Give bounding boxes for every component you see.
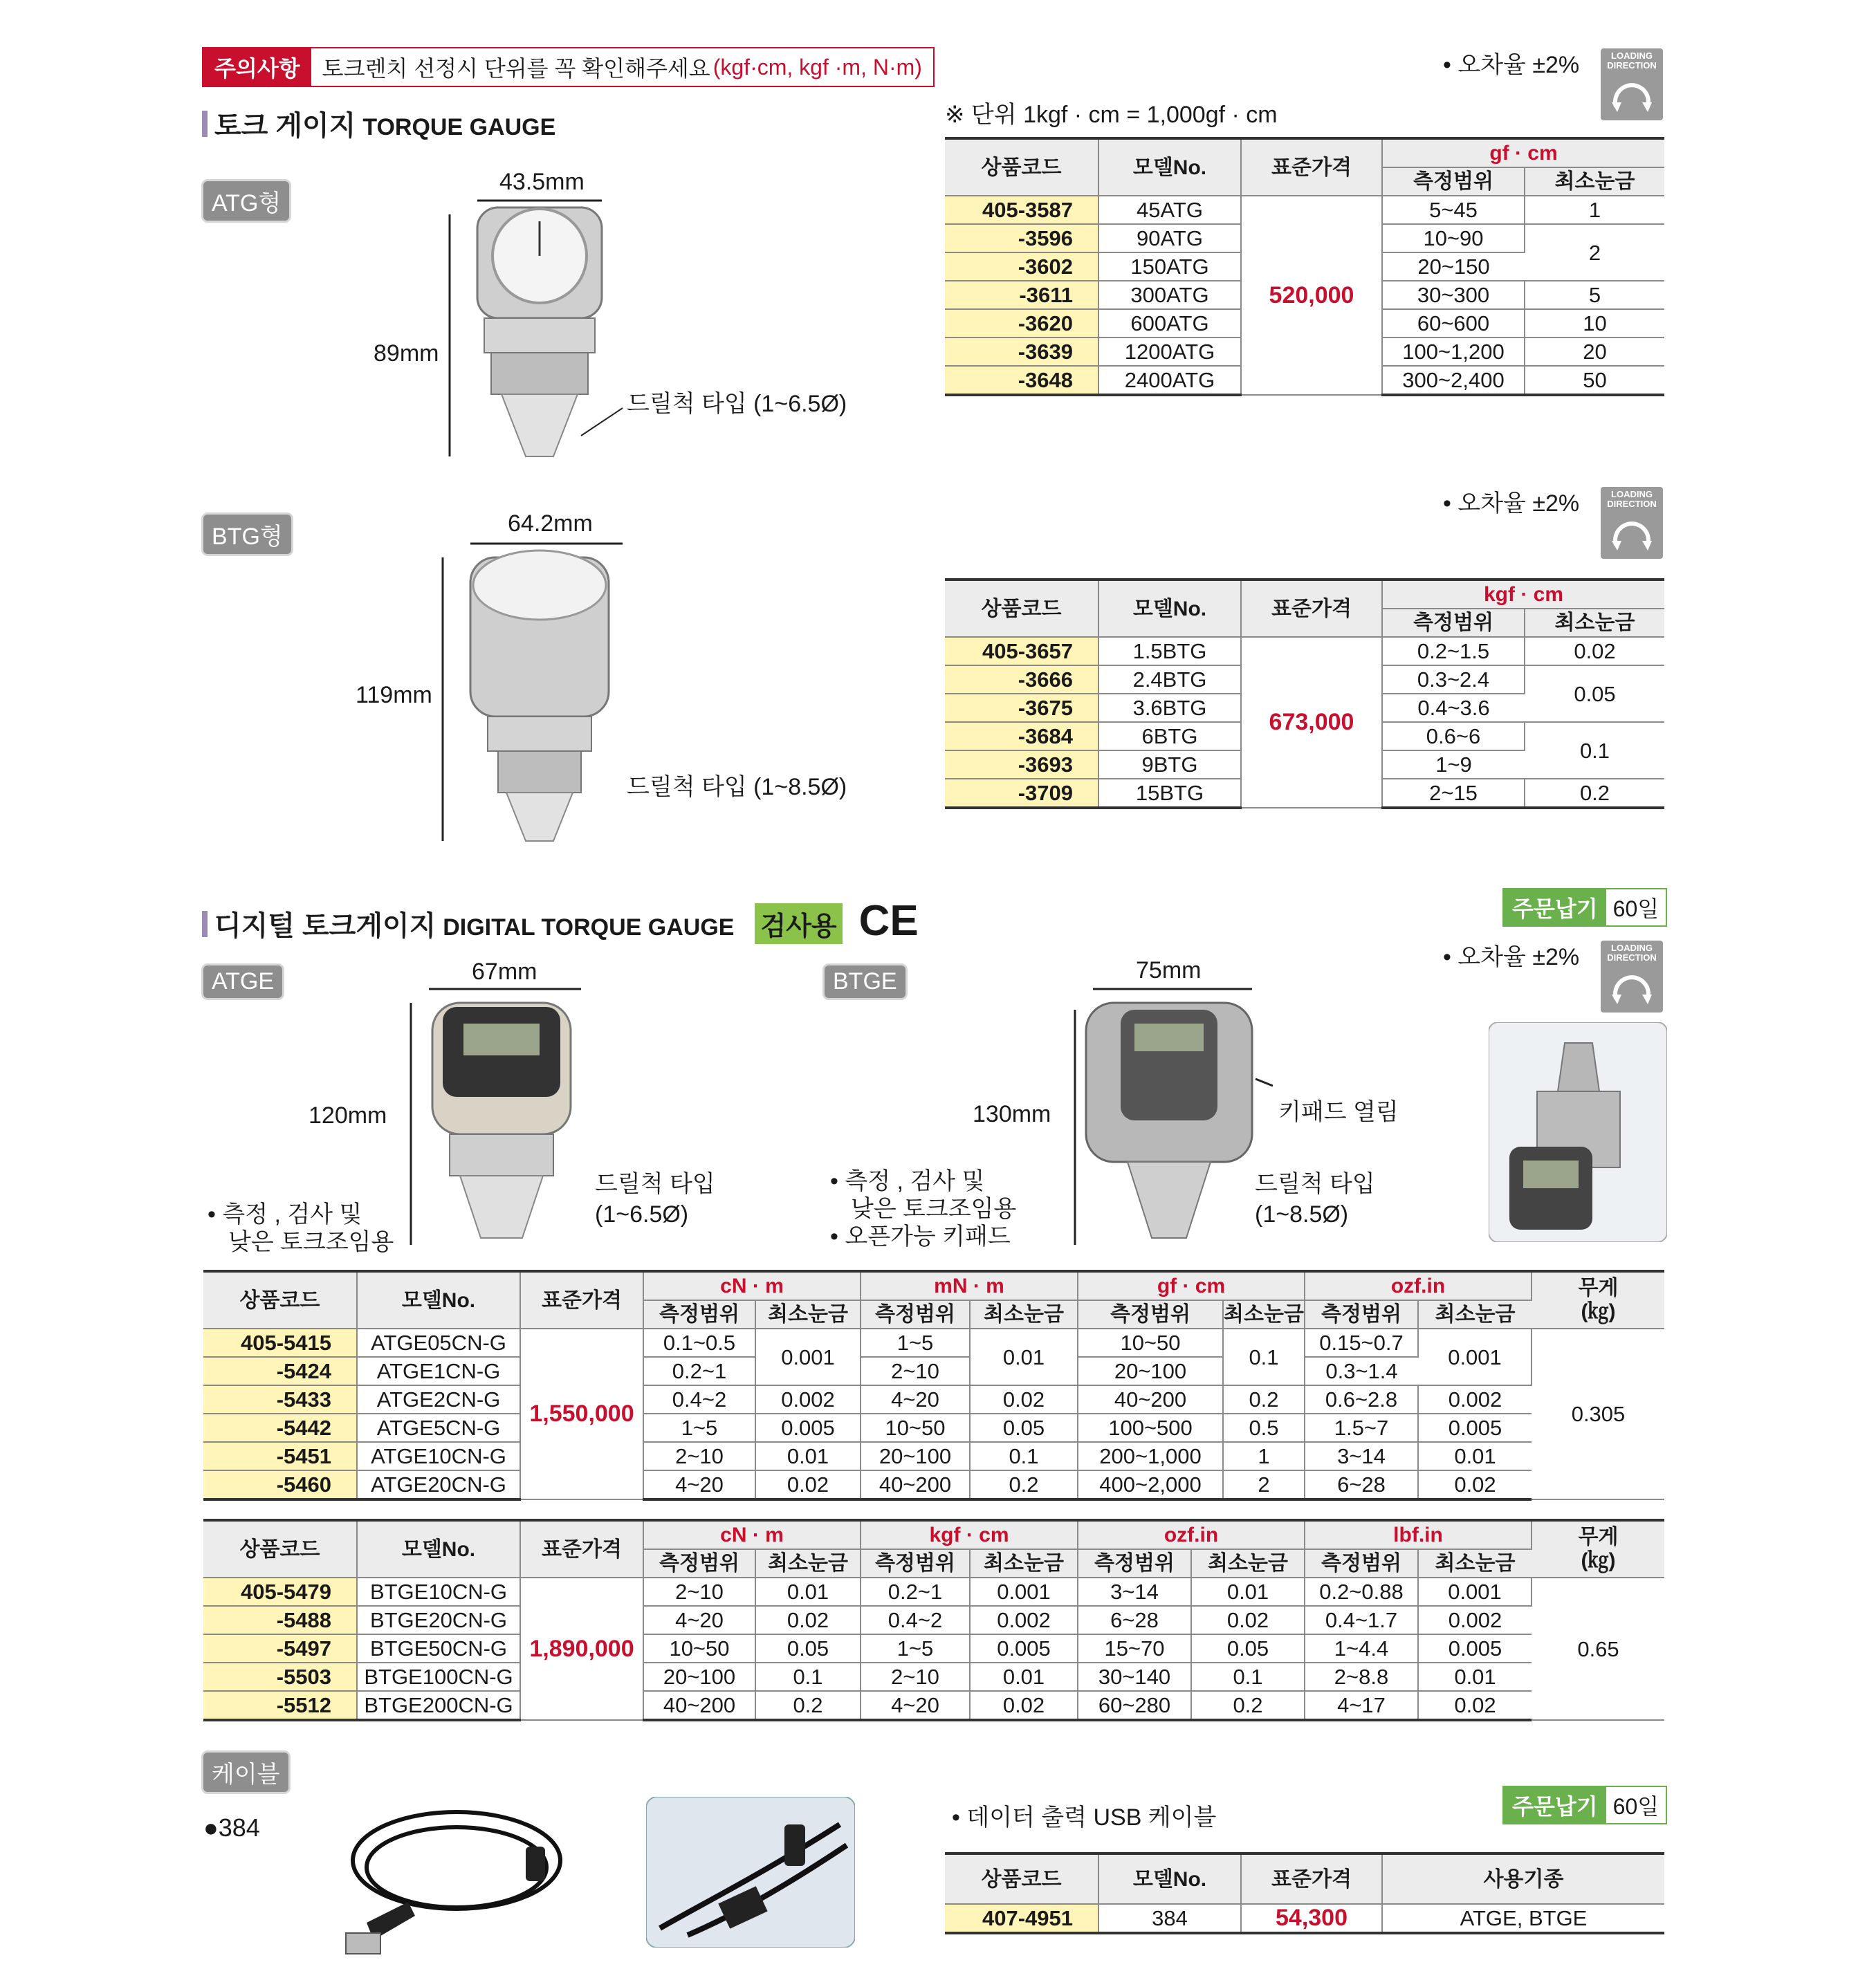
header-weight: 무게 (㎏): [1532, 1520, 1664, 1578]
table-row: -3684 6BTG 0.6~6 0.1: [945, 722, 1664, 750]
table-row: -3675 3.6BTG 0.4~3.6: [945, 694, 1664, 722]
header-weight: 무게 (㎏): [1532, 1271, 1664, 1329]
table-row: -3620 600ATG 60~600 10: [945, 309, 1664, 338]
lead-time-cable: 주문납기 60일: [1502, 1786, 1667, 1824]
btg-badge: BTG형: [203, 515, 291, 554]
header-price: 표준가격: [520, 1271, 643, 1329]
header-model: 모델No.: [1098, 138, 1241, 196]
cable-model-label: ●384: [203, 1813, 260, 1842]
table-row: -3611 300ATG 30~300 5: [945, 281, 1664, 309]
header-price: 표준가격: [1241, 1854, 1382, 1904]
btg-width-label: 64.2mm: [508, 510, 593, 537]
table-row: -5442 ATGE5CN-G 1~5 0.005 10~50 0.05 100~500 0.5 1.5~7 0.005: [203, 1414, 1664, 1442]
table-row: -3709 15BTG 2~15 0.2: [945, 779, 1664, 808]
table-row: -3648 2400ATG 300~2,400 50: [945, 366, 1664, 395]
btge-gauge-image: [1065, 975, 1273, 1252]
header-range: 측정범위: [1382, 609, 1525, 637]
table-row: 405-5415 ATGE05CN-G 1,550,000 0.1~0.5 0.001 1~5 0.01 10~50 0.1 0.15~0.7 0.001 0.305: [203, 1329, 1664, 1357]
atge-spec-table: 상품코드 모델No. 표준가격 cN · m mN · m gf · cm ozf.in 무게 (㎏) 측정범위 최소눈금 측정범위 최소눈금 측정범위 최소눈금 측정범위 최소눈금 405-5415 ATGE05CN-G 1,550,000 0.1~0.5 0.001 1~5 0.01 10~50 0.1 0.15~0.7 0.001 0.305 -5424 ATGE1CN-G 0.2~1 2~10 20~100 0.3~1.4 -5433 ATGE2CN-G 0.4~2 0.002 4~20 0.02 40~200 0.2 0.6~2.8 0.002 -5442 ATGE5CN-G 1~5 0.005 10~50 0.05 100~500 0.5 1.5~7 0.005 -5451 ATGE10CN-G 2~10 0.01 20~100 0.1 200~1,000 1 3~14 0.01 -5460 ATGE20CN-G 4~20 0.02 40~200 0.2 400~2,000 2 6~28 0.02: [203, 1270, 1664, 1501]
table-row: -5460 ATGE20CN-G 4~20 0.02 40~200 0.2 400~2,000 2 6~28 0.02: [203, 1470, 1664, 1499]
btge-weight: 0.65: [1532, 1578, 1664, 1720]
atge-weight: 0.305: [1532, 1329, 1664, 1499]
atg-price: 520,000: [1241, 196, 1382, 395]
table-row: -5497 BTGE50CN-G 10~50 0.05 1~5 0.005 15~70 0.05 1~4.4 0.005: [203, 1634, 1664, 1663]
header-price: 표준가격: [1241, 138, 1382, 196]
atg-badge: ATG형: [203, 181, 289, 221]
table-row: -5503 BTGE100CN-G 20~100 0.1 2~10 0.01 30~140 0.1 2~8.8 0.01: [203, 1663, 1664, 1691]
notice-message-text: 토크렌치 선정시 단위를 꼭 확인해주세요: [322, 56, 710, 81]
btge-badge: BTGE: [825, 965, 905, 998]
table-row: -3639 1200ATG 100~1,200 20: [945, 338, 1664, 366]
header-code: 상품코드: [945, 1854, 1098, 1904]
header-use: 사용기종: [1382, 1854, 1664, 1904]
btge-keypad-label: 키패드 열림: [1278, 1099, 1399, 1125]
header-unit: cN · m: [643, 1520, 861, 1549]
section-title-en: TORQUE GAUGE: [362, 114, 556, 140]
header-unit: gf · cm: [1382, 138, 1664, 167]
header-price: 표준가격: [1241, 580, 1382, 637]
atg-gauge-image: [436, 187, 643, 463]
table-row: -5424 ATGE1CN-G 0.2~1 2~10 20~100 0.3~1.4: [203, 1357, 1664, 1385]
table-row: 407-4951 384 54,300 ATGE, BTGE: [945, 1904, 1664, 1933]
btge-chuck-label: 드릴척 타입 (1~8.5Ø): [1255, 1171, 1375, 1228]
atge-height-label: 120mm: [309, 1102, 387, 1129]
cable-image: [318, 1784, 581, 1971]
tolerance-atg: • 오차율 ±2%: [1443, 52, 1580, 78]
atge-gauge-image: [401, 975, 595, 1252]
atge-chuck-label: 드릴척 타입 (1~6.5Ø): [595, 1171, 715, 1228]
table-row: -3666 2.4BTG 0.3~2.4 0.05: [945, 665, 1664, 694]
btge-photo: [1489, 1022, 1667, 1242]
inspection-badge: 검사용: [755, 903, 842, 944]
cable-spec-table: [945, 1852, 1664, 1934]
atge-badge: ATGE: [203, 965, 282, 998]
btge-height-label: 130mm: [973, 1101, 1051, 1127]
header-model: 모델No.: [357, 1271, 520, 1329]
tolerance-digital: • 오차율 ±2%: [1443, 944, 1580, 970]
ce-mark-icon: CE: [858, 897, 919, 945]
header-code: 상품코드: [203, 1520, 357, 1578]
section-title-ko: 디지털 토크게이지: [214, 911, 436, 941]
header-unit: ozf.in: [1078, 1520, 1305, 1549]
header-code: 상품코드: [945, 138, 1098, 196]
btg-price: 673,000: [1241, 637, 1382, 808]
btg-gauge-image: [429, 530, 636, 848]
header-unit: cN · m: [643, 1271, 861, 1300]
btge-features: • 측정 , 검사 및 낮은 토크조임용 • 오픈가능 키패드: [830, 1168, 1017, 1250]
header-unit: kgf · cm: [1382, 580, 1664, 609]
atg-width-label: 43.5mm: [499, 169, 585, 195]
header-range: 측정범위: [1382, 167, 1525, 196]
section-title-digital: [202, 897, 919, 945]
header-unit: mN · m: [861, 1271, 1078, 1300]
loading-direction-icon: LOADING DIRECTION: [1601, 941, 1663, 1013]
header-unit: gf · cm: [1078, 1271, 1305, 1300]
atg-chuck-label: 드릴척 타입 (1~6.5Ø): [627, 391, 847, 417]
cable-price: 54,300: [1241, 1904, 1382, 1933]
atge-features: • 측정 , 검사 및 낮은 토크조임용: [208, 1201, 394, 1255]
atg-height-label: 89mm: [374, 340, 439, 367]
table-row: 405-5479 BTGE10CN-G 1,890,000 2~10 0.01 0.2~1 0.001 3~14 0.01 0.2~0.88 0.001 0.65: [203, 1578, 1664, 1606]
cable-description: • 데이터 출력 USB 케이블: [952, 1804, 1217, 1831]
header-unit: kgf · cm: [861, 1520, 1078, 1549]
header-model: 모델No.: [1098, 1854, 1241, 1904]
header-unit: ozf.in: [1305, 1271, 1532, 1300]
section-title-torque-gauge: [202, 104, 555, 143]
header-code: 상품코드: [203, 1271, 357, 1329]
table-row: -5451 ATGE10CN-G 2~10 0.01 20~100 0.1 200~1,000 1 3~14 0.01: [203, 1442, 1664, 1470]
header-model: 모델No.: [1098, 580, 1241, 637]
header-code: 상품코드: [945, 580, 1098, 637]
btg-spec-table: [945, 578, 1664, 809]
table-row: -5488 BTGE20CN-G 4~20 0.02 0.4~2 0.002 6~28 0.02 0.4~1.7 0.002: [203, 1606, 1664, 1634]
header-min: 최소눈금: [1525, 609, 1664, 637]
table-row: -5433 ATGE2CN-G 0.4~2 0.002 4~20 0.02 40~200 0.2 0.6~2.8 0.002: [203, 1385, 1664, 1414]
tolerance-btg: • 오차율 ±2%: [1443, 490, 1580, 517]
table-row: 405-3587 45ATG 520,000 5~45 1: [945, 196, 1664, 224]
cable-badge: 케이블: [203, 1753, 288, 1792]
notice-units: (kgf·cm, kgf ·m, N·m): [712, 54, 922, 80]
btge-width-label: 75mm: [1136, 957, 1202, 983]
btg-chuck-label: 드릴척 타입 (1~8.5Ø): [627, 774, 847, 800]
notice-bar: [202, 47, 935, 87]
atge-width-label: 67mm: [472, 959, 537, 985]
table-row: -5512 BTGE200CN-G 40~200 0.2 4~20 0.02 60~280 0.2 4~17 0.02: [203, 1691, 1664, 1720]
table-row: -3602 150ATG 20~150: [945, 252, 1664, 281]
title-bar: [202, 111, 208, 137]
title-bar: [202, 911, 208, 937]
btge-spec-table: 상품코드 모델No. 표준가격 cN · m kgf · cm ozf.in lbf.in 무게 (㎏) 측정범위 최소눈금 측정범위 최소눈금 측정범위 최소눈금 측정범위 최소눈금 405-5479 BTGE10CN-G 1,890,000 2~10 0.01 0.2~1 0.001 3~14 0.01 0.2~0.88 0.001 0.65 -5488 BTGE20CN-G 4~20 0.02 0.4~2 0.002 6~28 0.02 0.4~1.7 0.002 -5497 BTGE50CN-G 10~50 0.05 1~5 0.005 15~70 0.05 1~4.4 0.005 -5503 BTGE100CN-G 20~100 0.1 2~10 0.01 30~140 0.1 2~8.8 0.01 -5512 BTGE200CN-G 40~200 0.2 4~20 0.02 60~280 0.2 4~17 0.02: [203, 1519, 1664, 1721]
header-price: 표준가격: [520, 1520, 643, 1578]
loading-direction-icon: LOADING DIRECTION: [1601, 48, 1663, 120]
table-row: -3596 90ATG 10~90 2: [945, 224, 1664, 252]
lead-time-digital: 주문납기 60일: [1502, 888, 1667, 927]
btg-height-label: 119mm: [356, 682, 432, 708]
notice-tag: 주의사항: [203, 48, 311, 86]
cable-closeup-image: [646, 1797, 855, 1948]
header-model: 모델No.: [357, 1520, 520, 1578]
header-min: 최소눈금: [1525, 167, 1664, 196]
section-title-ko: 토크 게이지: [214, 111, 356, 141]
header-unit: lbf.in: [1305, 1520, 1532, 1549]
section-title-en: DIGITAL TORQUE GAUGE: [443, 914, 735, 941]
table-row: 405-3657 1.5BTG 673,000 0.2~1.5 0.02: [945, 637, 1664, 665]
table-row: -3693 9BTG 1~9: [945, 750, 1664, 779]
notice-message: [311, 48, 933, 86]
loading-direction-icon: LOADING DIRECTION: [1601, 487, 1663, 559]
atg-spec-table: [945, 137, 1664, 396]
btge-price: 1,890,000: [520, 1578, 643, 1720]
atge-price: 1,550,000: [520, 1329, 643, 1499]
unit-note: ※ 단위 1kgf · cm = 1,000gf · cm: [945, 102, 1278, 128]
